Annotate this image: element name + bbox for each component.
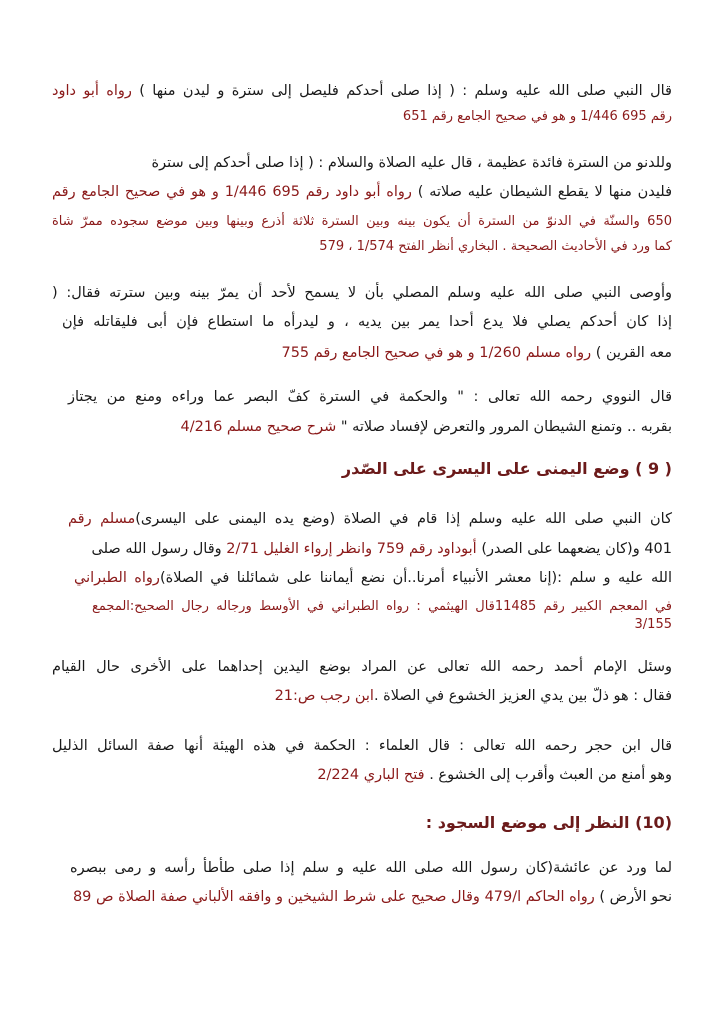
text-line <box>240 685 672 707</box>
text-line <box>52 656 672 678</box>
reference-text: في المعجم الكبير رقم 11485قال الهيثمي : رواه الطبراني في الأوسط ورجاله رجال الصحيح:المجمع <box>92 599 672 614</box>
reference-text: مسلم رقم <box>68 511 136 527</box>
reference-text: كما ورد في الأحاديث الصحيحة . البخاري أنظر الفتح 1/574 ، 579 <box>319 239 672 254</box>
text-line <box>74 567 672 589</box>
text-line <box>70 857 672 879</box>
reference-text: رواه الطبراني <box>74 570 160 586</box>
text-line <box>52 282 672 304</box>
reference-text: ابن رجب ص:21 <box>274 688 374 704</box>
line-text: فقال : هو ذلّ بين يدي العزيز الخشوع في الصلاة . <box>373 688 672 704</box>
line-text: كان النبي صلى الله عليه وسلم إذا قام في الصلاة (وضع يده اليمنى على اليسرى) <box>135 511 672 527</box>
line-text: وللدنو من السترة فائدة عظيمة ، قال عليه الصلاة والسلام : ( إذا صلى أحدكم إلى سترة <box>151 155 672 171</box>
heading-text: ( 9 ) وضع اليمنى على اليسرى على الصّدر <box>341 459 672 478</box>
line-text: بقربه .. وتمنع الشيطان المرور والتعرض لإفساد صلاته " <box>340 419 672 435</box>
line-text: قال النووي رحمه الله تعالى : " والحكمة في السترة كفّ البصر عما وراءه ومنع من يجتاز <box>68 389 672 405</box>
text-line <box>62 311 672 333</box>
reference-text: 3/155 <box>634 617 672 632</box>
line-text: قال ابن حجر رحمه الله تعالى : قال العلماء : الحكمة في هذه الهيئة أنها صفة السائل الذليل <box>52 738 672 754</box>
line-text: معه القرين ) <box>595 345 672 361</box>
line-text: وهو أمنع من العبث وأقرب إلى الخشوع . <box>429 767 672 783</box>
reference-text: رواه أبو داود <box>52 83 140 99</box>
reference-text: أبوداود رقم 759 وانظر إرواء الغليل 2/71 <box>221 541 482 557</box>
text-line <box>52 735 672 757</box>
line-text: وسئل الإمام أحمد رحمه الله تعالى عن المراد بوضع اليدين إحداهما على الأخرى حال القيام <box>52 659 672 675</box>
text-line <box>72 886 672 908</box>
section-heading-10 <box>420 812 672 834</box>
text-line <box>68 508 672 530</box>
line-text: إذا كان أحدكم يصلي فلا يدع أحدا يمر بين يديه ، و ليدرأه ما استطاع فإن أبى فليقاتله فإن <box>62 314 672 330</box>
text-line <box>52 181 672 203</box>
line-text: قال النبي صلى الله عليه وسلم : ( إذا صلى أحدكم فليصل إلى سترة و ليدن منها ) <box>139 83 672 99</box>
line-text: نحو الأرض ) <box>599 889 672 905</box>
text-line <box>92 538 672 560</box>
reference-text: فتح الباري 2/224 <box>317 767 430 783</box>
text-line <box>52 211 672 233</box>
text-line <box>280 764 672 786</box>
text-line <box>280 236 672 258</box>
text-line <box>52 80 672 102</box>
text-line <box>100 152 672 174</box>
line-text: 401 و(كان يضعهما على الصدر) <box>481 541 672 557</box>
reference-text: رواه أبو داود رقم 695 1/446 و هو في صحيح الجامع رقم <box>52 184 418 200</box>
section-heading-9 <box>320 458 672 480</box>
reference-text: رواه مسلم 1/260 و هو في صحيح الجامع رقم 755 <box>281 345 596 361</box>
line-text: وأوصى النبي صلى الله عليه وسلم المصلي بأن لا يسمح لأحد أن يمرّ بينه وبين سترته فقال: ( <box>52 285 672 301</box>
text-line <box>320 106 672 128</box>
text-line <box>68 386 672 408</box>
text-line <box>92 596 672 618</box>
reference-text: رقم 695 1/446 و هو في صحيح الجامع رقم 651 <box>402 109 672 124</box>
text-line <box>150 416 672 438</box>
reference-text: شرح صحيح مسلم 4/216 <box>180 419 341 435</box>
line-text: فليدن منها لا يقطع الشيطان عليه صلاته ) <box>417 184 673 200</box>
line-text: لما ورد عن عائشة(كان رسول الله صلى الله عليه و سلم إذا صلى طأطأ رأسه و رمى ببصره <box>70 860 672 876</box>
line-text: وقال رسول الله صلى <box>91 541 222 557</box>
heading-text: (10) النظر إلى موضع السجود : <box>425 813 672 832</box>
text-line <box>280 342 672 364</box>
reference-text: 650 والسنّة في الدنوّ من السترة أن يكون بينه وبين السترة ثلاثة أذرع وبينها وبين موضع سجوده ممرّ شاة <box>52 214 672 229</box>
line-text: الله عليه و سلم :(إنا معشر الأنبياء أمرنا..أن نضع أيماننا على شمائلنا في الصلاة) <box>159 570 672 586</box>
reference-text: رواه الحاكم ا/479 وقال صحيح على شرط الشيخين و وافقه الألباني صفة الصلاة ص 89 <box>72 889 600 905</box>
text-line <box>600 614 672 636</box>
